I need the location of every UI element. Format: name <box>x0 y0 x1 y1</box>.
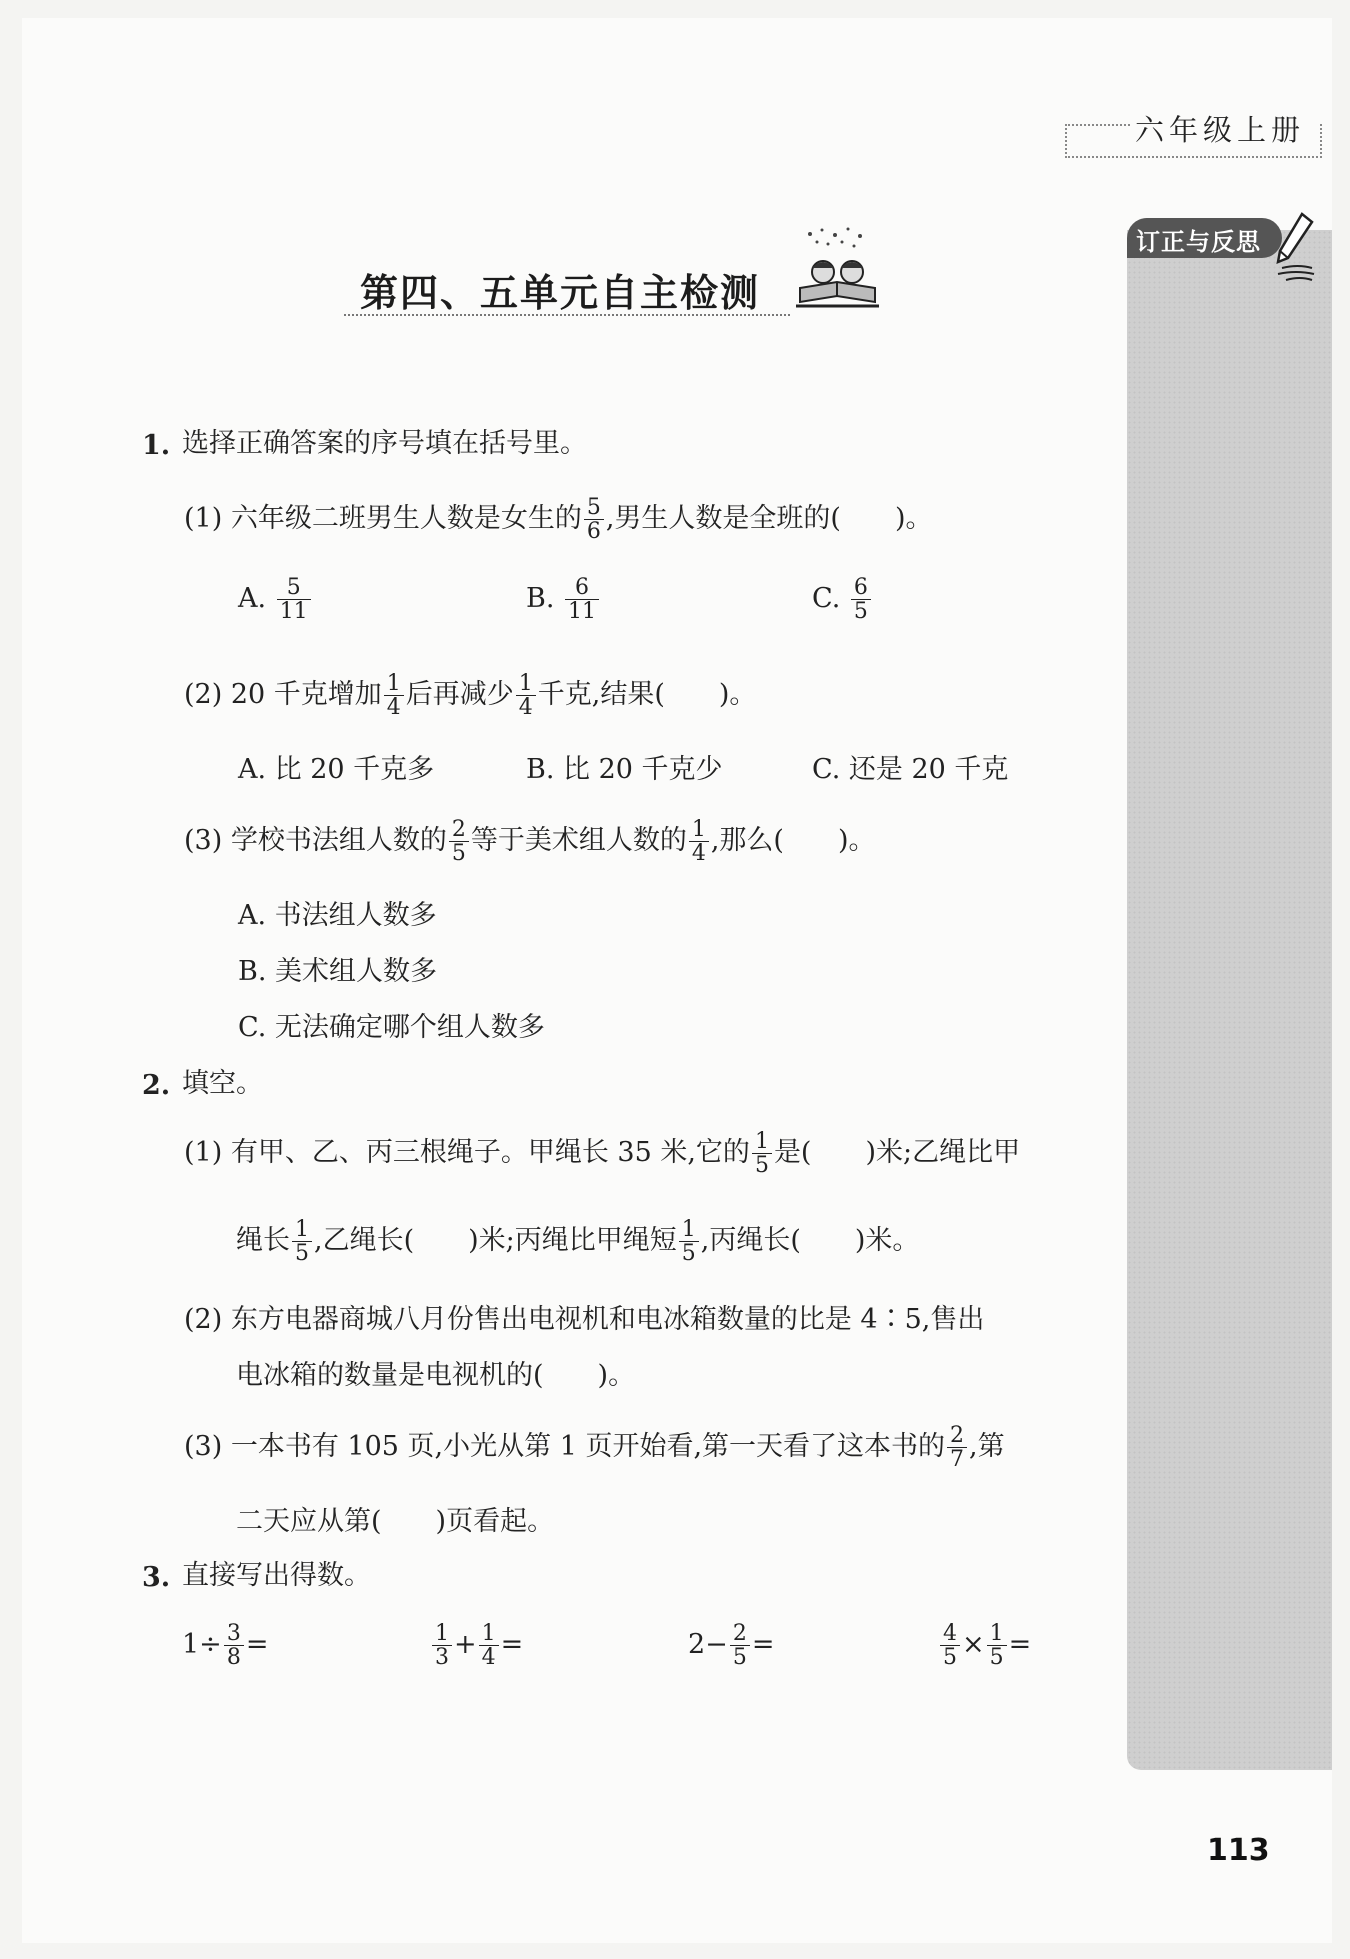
fraction <box>516 672 536 719</box>
text-segment: (1) 六年级二班男生人数是女生的 <box>184 503 582 535</box>
text-segment: 是( )米;乙绳比甲 <box>773 1137 1021 1169</box>
fraction <box>277 576 311 623</box>
numerator: 1 <box>516 672 536 696</box>
grade-label: 六年级上册 <box>1135 113 1306 147</box>
denominator: 11 <box>568 599 597 625</box>
denominator: 6 <box>586 519 601 545</box>
denominator: 5 <box>451 841 466 867</box>
title-underline <box>344 314 790 316</box>
text-segment: (2) 20 千克增加 <box>184 679 382 711</box>
text-segment: ,那么( )。 <box>710 825 876 857</box>
numerator: 1 <box>432 1622 452 1646</box>
equals-sign: = <box>1008 1629 1032 1661</box>
fraction <box>584 496 604 543</box>
denominator: 5 <box>681 1241 696 1267</box>
numerator: 6 <box>851 576 871 600</box>
question-stem: 直接写出得数。 <box>182 1560 371 1591</box>
text-segment: 2− <box>688 1629 728 1661</box>
fraction <box>987 1622 1007 1669</box>
expression-2 <box>430 1622 523 1669</box>
numerator: 1 <box>479 1622 499 1646</box>
question-2-2-line-1: (2) 东方电器商城八月份售出电视机和电冰箱数量的比是 4∶5,售出 <box>184 1304 985 1335</box>
equals-sign: = <box>245 1629 269 1661</box>
text-segment: 后再减少 <box>405 679 514 711</box>
option-c <box>812 576 873 623</box>
fraction <box>752 1130 772 1177</box>
correction-reflection-label: 订正与反思 <box>1136 228 1261 256</box>
denominator: 4 <box>691 841 706 867</box>
fraction <box>565 576 599 623</box>
fraction <box>689 818 709 865</box>
text-segment: (3) 学校书法组人数的 <box>184 825 447 857</box>
kids-reading-illustration <box>790 226 885 311</box>
fraction <box>940 1622 960 1669</box>
operator: + <box>454 1629 477 1661</box>
question-number: 2. <box>142 1070 171 1101</box>
option-c: C. 还是 20 千克 <box>812 754 1009 785</box>
text-segment: ,乙绳长( )米;丙绳比甲绳短 <box>314 1225 677 1257</box>
fraction <box>432 1622 452 1669</box>
page-title: 第四、五单元自主检测 <box>360 270 761 315</box>
fraction <box>479 1622 499 1669</box>
question-number: 1. <box>142 430 171 461</box>
question-2-2-line-2: 电冰箱的数量是电视机的( )。 <box>236 1360 636 1391</box>
text-segment: 千克,结果( )。 <box>537 679 757 711</box>
numerator: 2 <box>947 1424 967 1448</box>
text-segment: (1) 有甲、乙、丙三根绳子。甲绳长 35 米,它的 <box>184 1137 750 1169</box>
option-a <box>238 576 313 623</box>
numerator: 2 <box>730 1622 750 1646</box>
fraction <box>947 1424 967 1471</box>
question-2-3-line-1 <box>184 1424 1005 1471</box>
denominator: 3 <box>435 1645 449 1671</box>
fraction <box>384 672 404 719</box>
option-a: A. 书法组人数多 <box>238 900 437 931</box>
denominator: 7 <box>950 1447 965 1473</box>
numerator: 1 <box>987 1622 1007 1646</box>
numerator: 2 <box>449 818 469 842</box>
denominator: 5 <box>989 1645 1004 1671</box>
numerator: 5 <box>277 576 311 600</box>
option-b: B. 比 20 千克少 <box>526 754 723 785</box>
text-segment: (3) 一本书有 105 页,小光从第 1 页开始看,第一天看了这本书的 <box>184 1431 946 1463</box>
text-segment: ,第 <box>969 1431 1005 1463</box>
denominator: 8 <box>226 1645 241 1671</box>
numerator: 1 <box>292 1218 312 1242</box>
denominator: 4 <box>481 1645 496 1671</box>
text-segment: ,男生人数是全班的( )。 <box>605 503 933 535</box>
question-stem: 选择正确答案的序号填在括号里。 <box>182 428 587 459</box>
denominator: 11 <box>279 599 308 625</box>
numerator: 1 <box>752 1130 772 1154</box>
option-label: C. <box>812 583 841 615</box>
equals-sign: = <box>500 1629 524 1661</box>
option-b <box>526 576 601 623</box>
operator: × <box>962 1629 985 1661</box>
correction-reflection-panel <box>1127 230 1332 1770</box>
fraction <box>730 1622 750 1669</box>
denominator: 5 <box>295 1241 309 1267</box>
text-segment: 1÷ <box>182 1629 222 1661</box>
text-segment: 等于美术组人数的 <box>470 825 687 857</box>
numerator: 1 <box>384 672 404 696</box>
fraction <box>224 1622 244 1669</box>
option-b: B. 美术组人数多 <box>238 956 438 987</box>
denominator: 5 <box>754 1153 769 1179</box>
denominator: 4 <box>386 695 401 721</box>
fraction <box>292 1218 312 1265</box>
expression-4 <box>938 1622 1031 1669</box>
question-2-1-line-1 <box>184 1130 1020 1177</box>
text-segment: 绳长 <box>236 1225 290 1257</box>
option-label: B. <box>526 583 555 615</box>
question-number: 3. <box>142 1562 171 1593</box>
question-1-3 <box>184 818 875 865</box>
equals-sign: = <box>751 1629 775 1661</box>
denominator: 4 <box>518 695 533 721</box>
question-2-3-line-2: 二天应从第( )页看起。 <box>236 1506 555 1537</box>
fraction <box>851 576 871 623</box>
option-c: C. 无法确定哪个组人数多 <box>238 1012 545 1043</box>
numerator: 5 <box>584 496 604 520</box>
numerator: 6 <box>565 576 599 600</box>
question-1-2 <box>184 672 756 719</box>
question-1-1 <box>184 496 932 543</box>
question-stem: 填空。 <box>182 1068 263 1099</box>
denominator: 5 <box>943 1645 957 1671</box>
denominator: 5 <box>853 599 868 625</box>
fraction <box>679 1218 699 1265</box>
numerator: 3 <box>224 1622 244 1646</box>
option-label: A. <box>238 583 267 615</box>
question-2-1-line-2 <box>236 1218 919 1265</box>
expression-1 <box>182 1622 268 1669</box>
text-segment: ,丙绳长( )米。 <box>700 1225 920 1257</box>
numerator: 1 <box>679 1218 699 1242</box>
pencil-icon <box>1268 210 1318 282</box>
denominator: 5 <box>732 1645 747 1671</box>
numerator: 4 <box>940 1622 960 1646</box>
fraction <box>449 818 469 865</box>
numerator: 1 <box>689 818 709 842</box>
expression-3 <box>688 1622 774 1669</box>
page-number: 113 <box>1207 1833 1270 1868</box>
option-a: A. 比 20 千克多 <box>238 754 435 785</box>
